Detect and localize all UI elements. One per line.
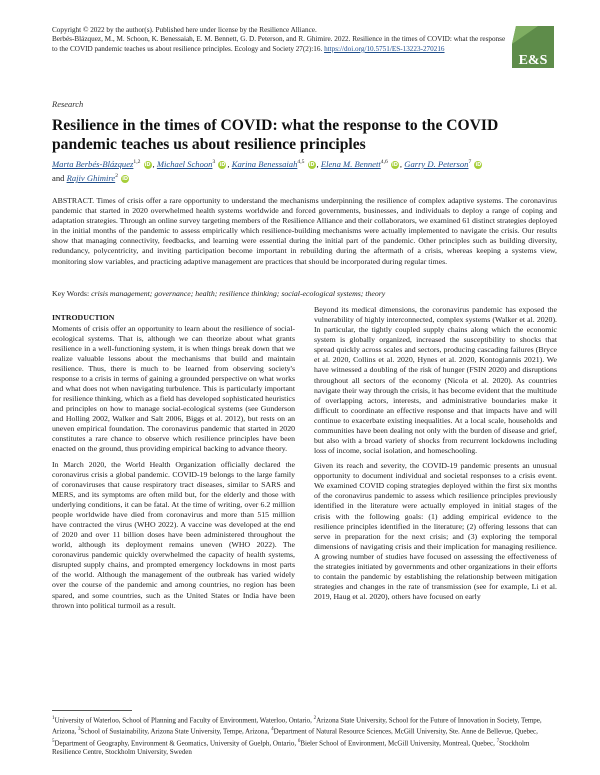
author-separator: , — [152, 158, 155, 169]
author-name[interactable]: Elena M. Bennett — [320, 158, 381, 169]
copyright-notice — [52, 26, 507, 54]
footnote-text: Department of Geography, Environment & Geomatics, University of Guelph, Ontario, — [54, 739, 298, 748]
footnote-number: 6 — [297, 738, 301, 744]
footnote-text: Arizona State University, School for the Future of Innovation in Society, Tempe, Arizona, — [52, 716, 542, 736]
footnote-number: 1 — [52, 716, 55, 721]
citation-text — [52, 35, 507, 54]
author[interactable] — [67, 173, 118, 183]
author-affiliation: 4,6 — [380, 159, 388, 165]
abstract — [52, 196, 557, 267]
author-name[interactable]: Marta Berbés-Blázquez — [52, 158, 134, 169]
author-separator: , — [399, 158, 403, 169]
orcid-icon[interactable]: iD — [308, 161, 315, 168]
footnote-text: University of Waterloo, School of Planning and Faculty of Environment, Waterloo, Ontario, — [54, 716, 314, 725]
author[interactable] — [52, 159, 140, 169]
section-label: Research — [52, 99, 84, 109]
body-paragraph: Beyond its medical dimensions, the coronavirus pandemic has exposed the vulnerability of highly interconnected, complex systems (Walker et al. 2020). In particular, the tightly coupled supply chains along which the economic system is globally organized, increased the susceptibility to shocks that spread quickly across scales and sectors, producing cascading failures (Bryce et al. 2020, Collins et al. 2020, Hynes et al. 2020, Kontogiannis 2021). We have witnessed a doubling of the risk of hunger (FSIN 2020) and disruptions throughout all sectors of the economy (Nicola et al. 2020). As countries navigate their way through the crisis, it has become evident that the multitude of overlapping actors, interests, and administrative boundaries make it difficult to coordinate an effective response and that impacts have and will continue to exacerbate existing inequalities. At a local scale, households and communities have been dealing not only with the burden of disease and grief, but also with a broad variety of shocks from recurrent lockdowns including loss of income, social isolation, and homeschooling. — [314, 305, 557, 456]
footnote-text: Bieler School of Environment, McGill University, Montreal, Quebec, — [300, 739, 497, 748]
affiliation-footnotes — [52, 714, 557, 757]
journal-logo — [508, 22, 558, 72]
author-list — [52, 156, 557, 185]
orcid-icon[interactable]: iD — [219, 161, 226, 168]
author-name[interactable]: Michael Schoon — [156, 158, 213, 169]
section-heading-introduction: INTRODUCTION — [52, 313, 115, 322]
footnote-number: 5 — [52, 738, 55, 744]
article-title: Resilience in the times of COVID: what the response to the COVID pandemic teaches us about resilience principles — [52, 117, 499, 153]
author[interactable] — [157, 159, 215, 169]
orcid-icon[interactable]: iD — [391, 161, 398, 168]
author[interactable] — [321, 159, 388, 169]
author[interactable] — [232, 159, 305, 169]
keywords-values: crisis management; governance; health; resilience thinking; social-ecological systems; theory — [89, 289, 386, 298]
author-name[interactable]: Rajiv Ghimire — [66, 173, 116, 184]
author-affiliation: 1,2 — [133, 159, 141, 165]
body-paragraph: In March 2020, the World Health Organization officially declared the coronavirus crisis a global pandemic. COVID-19 belongs to the large family of coronaviruses that cause respiratory tract diseases, similar to SARS and MERS, and its symptoms are often mild but, for the elderly and those with underlying conditions, it can be fatal. At the time of writing, over 6.2 million people worldwide have died from coronavirus and more than 515 million have contracted the virus (WHO 2022). A vaccine was developed at the end of 2020 and over 11 billion doses have been administered throughout the world, although its deployment remains uneven (WHO 2022). The coronavirus pandemic quickly overwhelmed the capacity of health systems, disrupted supply chains, and prompted emergency lockdowns in most parts of the world. Although the management of the outbreak has varied widely over the course of the pandemic and among countries, no region has been spared, and some countries, such as the United States or India have been thrown into political turmoil as a result. — [52, 459, 295, 610]
author-and: and — [52, 173, 65, 184]
footnote-text: Department of Natural Resource Sciences, McGill University, Ste. Anne de Bellevue, Quebec, — [273, 727, 538, 736]
author-affiliation: 4,5 — [297, 159, 305, 165]
left-column — [52, 313, 295, 616]
abstract-text: Times of crisis offer a rare opportunity to understand the mechanisms underpinning the resilience of complex adaptive systems. The coronavirus pandemic that started in 2020 overwhelmed health systems worldwide and forced governments, businesses, and individuals to deploy a range of coping and adaptation strategies. Through an online survey targeting members of the Resilience Alliance and their collaborators, we examined 61 distinct strategies deployed in the initial months of the pandemic to assess empirically which resilience-building mechanisms were actually implemented to navigate the crisis. Our results show that managing connectivity, feedbacks, and learning were essential during the initial part of the pandemic. Other principles such as building diversity, redundancy, polycentricity, and inviting participation become important in rebuilding during the aftermath of a crisis, whereas keeping a systems view, monitoring slow variables, and practicing adaptive management are practices that should be incorporated during regular times. — [52, 196, 557, 266]
author-name[interactable]: Garry D. Peterson — [404, 158, 469, 169]
body-paragraph: Given its reach and severity, the COVID-19 pandemic presents an unusual opportunity to document individual and societal responses to a crisis event. We examined COVID coping strategies deployed within the first six months of the coronavirus pandemic to assess which resilience principles previously identified in the literature were actually employed in initial stages of the crisis with the following goals: (1) adding empirical evidence to the resilience principles identified in the literature; (2) offering lessons that can serve in preparation for the next crisis; and (3) exploring the temporal dimensions of navigating crisis and their implication for managing resilience. A growing number of studies have focused on assessing the effectiveness of the strategies initiated by governments and other organizations in their efforts to contain the pandemic by establishing the relationship between mitigation strategies and changes in the rate of transmission (see for example, Li et al. 2019, Haug et al. 2020), others have focused on early — [314, 461, 557, 602]
author-affiliation: 3 — [212, 159, 216, 165]
doi-link[interactable]: https://doi.org/10.5751/ES-13223-270216 — [324, 44, 445, 53]
footnote-number: 7 — [496, 738, 500, 744]
footnote-text: Stockholm Resilience Centre, Stockholm University, Sweden — [52, 739, 530, 757]
abstract-label: ABSTRACT. — [52, 196, 95, 205]
keywords-label: Key Words: — [52, 289, 90, 298]
author-name[interactable]: Karina Benessaiah — [231, 158, 298, 169]
author-separator: , — [227, 158, 230, 169]
author-affiliation: 7 — [468, 159, 472, 165]
footnote-divider — [52, 710, 132, 711]
logo-text: E&S — [518, 53, 548, 68]
footnote-number: 4 — [271, 727, 274, 733]
body-paragraph: Moments of crisis offer an opportunity to learn about the resilience of social-ecological systems. That is, although we can theorize about what grants resilience in a well-functioning system, it is when things break down that we realize valuable lessons about the mechanisms that build and maintain resilience. Thus, there is much to be learned from observing society's response to a crisis in terms of gaining a grounded perspective on what works and what does not when navigating turbulence. This is particularly important for resilience thinking, which as a field has developed sophisticated heuristics and principles on how to manage social-ecological systems (see Gunderson and Holling 2002, Walker and Salt 2006, Biggs et al. 2012), but rests on an uneven empirical foundation. The coronavirus pandemic that started in 2020 constitutes a rare chance to observe which resilience principles have been enacted on the ground, thus providing empirical backing to advance theory. — [52, 323, 295, 454]
orcid-icon[interactable]: iD — [122, 176, 129, 183]
citation: Berbés-Blázquez, M., M. Schoon, K. Benessaiah, E. M. Bennett, G. D. Peterson, and R. Ghimire. 2022. Resilience in the times of COVID: what the response to the COVID pandemic teaches us about resilience principles. Ecology and Society 27(2):16. — [52, 35, 506, 53]
author[interactable] — [404, 159, 471, 169]
right-column — [314, 305, 557, 607]
footnote-text: School of Sustainability, Arizona State University, Tempe, Arizona, — [80, 727, 272, 736]
orcid-icon[interactable]: iD — [475, 161, 482, 168]
copyright-line: Copyright © 2022 by the author(s). Published here under license by the Resilience Alliance. — [52, 26, 317, 34]
footnote-number: 3 — [78, 727, 81, 733]
footnote-number: 2 — [313, 716, 317, 721]
author-separator: , — [316, 158, 319, 169]
orcid-icon[interactable]: iD — [144, 161, 151, 168]
keywords — [52, 289, 557, 299]
author-affiliation: 2 — [115, 173, 118, 180]
